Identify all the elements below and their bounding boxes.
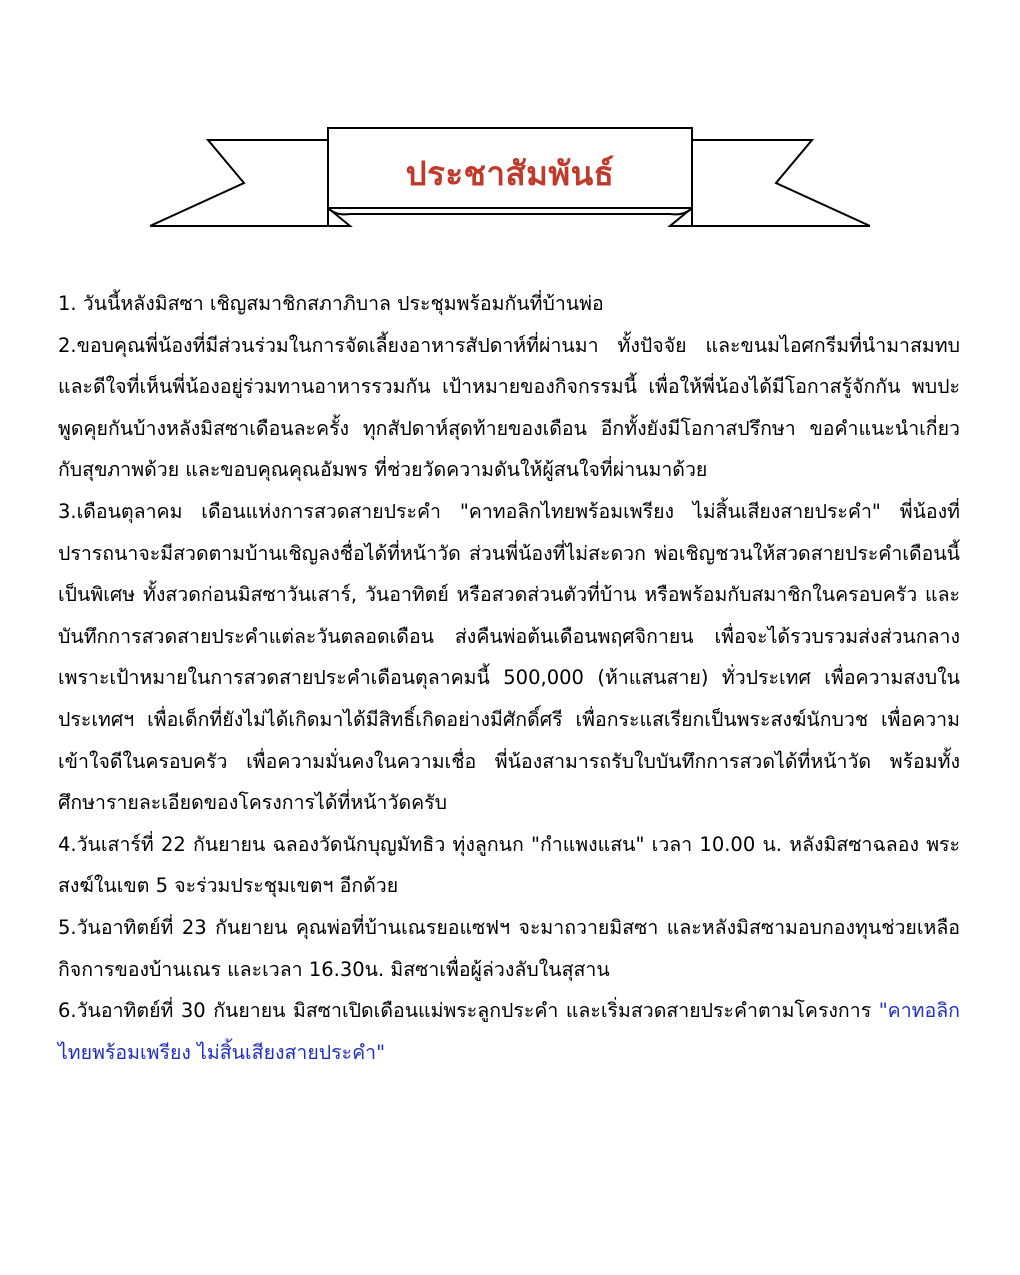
announcement-item-4: 4.วันเสาร์ที่ 22 กันยายน ฉลองวัดนักบุญมัทธิว ทุ่งลูกนก "กำแพงแสน" เวลา 10.00 น. หลังมิสซาฉลอง พระสงฆ์ในเขต 5 จะร่วมประชุมเขตฯ อีกด้วย — [58, 832, 960, 898]
announcement-item-6 — [58, 990, 960, 1073]
announcement-item-1: 1. วันนี้หลังมิสซา เชิญสมาชิกสภาภิบาล ประชุมพร้อมกันที่บ้านพ่อ — [58, 292, 604, 315]
announcement-list — [58, 283, 960, 1073]
banner-title: ประชาสัมพันธ์ — [405, 154, 615, 193]
announcement-item-5: 5.วันอาทิตย์ที่ 23 กันยายน คุณพ่อที่บ้านเณรยอแซฟฯ จะมาถวายมิสซา และหลังมิสซามอบกองทุนช่วยเหลือกิจการของบ้านเณร และเวลา 16.30น. มิสซาเพื่อผู้ล่วงลับในสุสาน — [58, 915, 960, 981]
title-banner — [150, 118, 870, 238]
announcement-item-2: 2.ขอบคุณพี่น้องที่มีส่วนร่วมในการจัดเลี้ยงอาหารสัปดาห์ที่ผ่านมา ทั้งปัจจัย และขนมไอศกรีมที่นำมาสมทบ และดีใจที่เห็นพี่น้องอยู่ร่วมทานอาหารรวมกัน เป้าหมายของกิจกรรมนี้ เพื่อให้พี่น้องได้มีโอกาสรู้จักกัน พบปะพูดคุยกันบ้างหลังมิสซาเดือนละครั้ง ทุกสัปดาห์สุดท้ายของเดือน อีกทั้งยังมีโอกาสปรึกษา ขอคำแนะนำเกี่ยวกับสุขภาพด้วย และขอบคุณคุณอัมพร ที่ช่วยวัดความดันให้ผู้สนใจที่ผ่านมาด้วย — [58, 333, 960, 482]
rosary-project-name: "คาทอลิกไทยพร้อมเพรียง ไม่สิ้นเสียงสายประคำ" — [58, 999, 960, 1064]
announcement-item-6-text: 6.วันอาทิตย์ที่ 30 กันยายน มิสซาเปิดเดือนแม่พระลูกประคำ และเริ่มสวดสายประคำตามโครงการ — [58, 999, 879, 1023]
announcement-item-3: 3.เดือนตุลาคม เดือนแห่งการสวดสายประคำ "คาทอลิกไทยพร้อมเพรียง ไม่สิ้นเสียงสายประคำ" พี่น้องที่ปรารถนาจะมีสวดตามบ้านเชิญลงชื่อได้ที่หน้าวัด ส่วนพี่น้องที่ไม่สะดวก พ่อเชิญชวนให้สวดสายประคำเดือนนี้เป็นพิเศษ ทั้งสวดก่อนมิสซาวันเสาร์, วันอาทิตย์ หรือสวดส่วนตัวที่บ้าน หรือพร้อมกับสมาชิกในครอบครัว และบันทึกการสวดสายประคำแต่ละวันตลอดเดือน ส่งคืนพ่อต้นเดือนพฤศจิกายน เพื่อจะได้รวบรวมส่งส่วนกลาง เพราะเป้าหมายในการสวดสายประคำเดือนตุลาคมนี้ 500,000 (ห้าแสนสาย) ทั่วประเทศ เพื่อความสงบในประเทศฯ เพื่อเด็กที่ยังไม่ได้เกิดมาได้มีสิทธิ์เกิดอย่างมีศักดิ์ศรี เพื่อกระแสเรียกเป็นพระสงฆ์นักบวช เพื่อความเข้าใจดีในครอบครัว เพื่อความมั่นคงในความเชื่อ พี่น้องสามารถรับใบบันทึกการสวดได้ที่หน้าวัด พร้อมทั้งศึกษารายละเอียดของโครงการได้ที่หน้าวัดครับ — [58, 499, 960, 815]
